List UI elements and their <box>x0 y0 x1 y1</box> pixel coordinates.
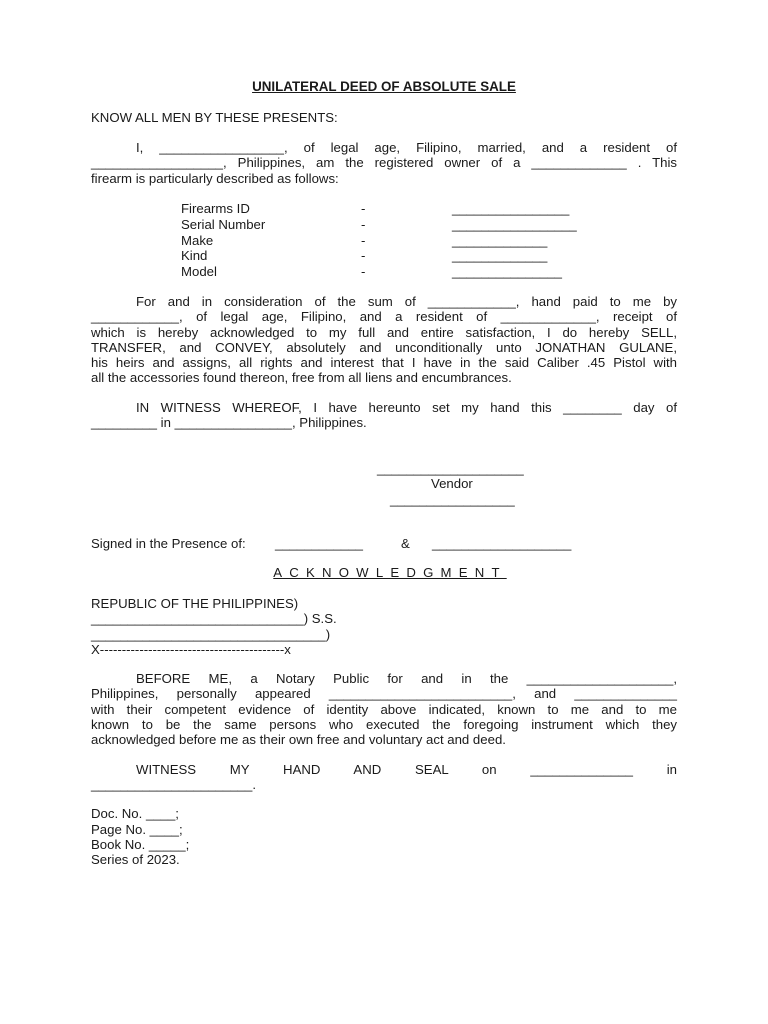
spec-dash: - <box>361 233 366 248</box>
ownership-line-1: I, _________________, of legal age, Filipino, married, and a resident of <box>136 140 677 155</box>
notary-paragraph <box>91 671 677 747</box>
venue-blank-line: ________________________________) <box>91 627 331 642</box>
signed-presence-label: Signed in the Presence of: <box>91 536 246 551</box>
spec-blank-kind: _____________ <box>452 248 548 263</box>
seal-line-1: WITNESS MY HAND AND SEAL on ______________ in <box>136 762 677 777</box>
notary-line-1: BEFORE ME, a Notary Public for and in the ____________________, <box>136 671 677 686</box>
vendor-label: Vendor <box>431 476 473 491</box>
doc-number: Doc. No. ____; <box>91 806 179 821</box>
consideration-line-1: For and in consideration of the sum of ____________, hand paid to me by <box>136 294 677 309</box>
ownership-paragraph <box>91 140 677 186</box>
document-title: UNILATERAL DEED OF ABSOLUTE SALE <box>252 79 516 94</box>
intro-heading: KNOW ALL MEN BY THESE PRESENTS: <box>91 110 338 125</box>
spec-dash: - <box>361 201 366 216</box>
spec-label-kind: Kind <box>181 248 208 263</box>
venue-city-line: _____________________________) S.S. <box>91 611 337 626</box>
spec-blank-model: _______________ <box>452 264 563 279</box>
consideration-line-6: all the accessories found thereon, free from all liens and encumbrances. <box>91 370 512 386</box>
spec-label-firearms-id: Firearms ID <box>181 201 250 216</box>
consideration-line-4: TRANSFER, and CONVEY, absolutely and unconditionally unto JONATHAN GULANE, <box>91 339 677 355</box>
spec-dash: - <box>361 217 366 232</box>
spec-blank-serial-number: _________________ <box>452 217 577 232</box>
notary-line-2: Philippines, personally appeared _________________________, and ______________ <box>91 686 677 702</box>
witness-paragraph <box>91 400 677 431</box>
spec-label-model: Model <box>181 264 217 279</box>
consideration-line-3: which is hereby acknowledged to my full and entire satisfaction, I do hereby SELL, <box>91 324 677 340</box>
notary-line-3: with their competent evidence of identity above indicated, known to me and to me <box>91 701 677 717</box>
series-year: Series of 2023. <box>91 852 180 867</box>
notary-line-4: known to be the same persons who executed the foregoing instrument which they <box>91 716 677 732</box>
consideration-line-5: his heirs and assigns, all rights and interest that I have in the said Caliber .45 Pistol with <box>91 355 677 371</box>
consideration-line-2: ____________, of legal age, Filipino, and a resident of _____________, receipt of <box>91 309 677 325</box>
spec-dash: - <box>361 264 366 279</box>
vendor-name-line: _________________ <box>390 492 515 507</box>
page-number: Page No. ____; <box>91 822 183 837</box>
seal-paragraph <box>91 762 677 793</box>
venue-country: REPUBLIC OF THE PHILIPPINES) <box>91 596 299 611</box>
vendor-signature-line: ____________________ <box>377 461 524 476</box>
ownership-line-2: __________________, Philippines, am the registered owner of a _____________ . This <box>91 155 677 171</box>
seal-line-2: ______________________. <box>91 777 257 793</box>
spec-blank-firearms-id: ________________ <box>452 201 570 216</box>
spec-dash: - <box>361 248 366 263</box>
witness-line-2: _________ in ________________, Philippines. <box>91 415 367 431</box>
spec-label-serial-number: Serial Number <box>181 217 266 232</box>
ownership-line-3: firearm is particularly described as follows: <box>91 170 339 186</box>
venue-separator: X------------------------------------------x <box>91 642 291 657</box>
witness-blank-2: ___________________ <box>432 536 572 551</box>
acknowledgment-heading: ACKNOWLEDGMENT <box>273 565 507 580</box>
witness-blank-1: ____________ <box>275 536 364 551</box>
spec-blank-make: _____________ <box>452 233 548 248</box>
spec-label-make: Make <box>181 233 214 248</box>
witness-line-1: IN WITNESS WHEREOF, I have hereunto set my hand this ________ day of <box>136 400 677 415</box>
ampersand: & <box>401 536 410 551</box>
book-number: Book No. _____; <box>91 837 190 852</box>
consideration-paragraph <box>91 294 677 386</box>
notary-line-5: acknowledged before me as their own free and voluntary act and deed. <box>91 732 506 748</box>
